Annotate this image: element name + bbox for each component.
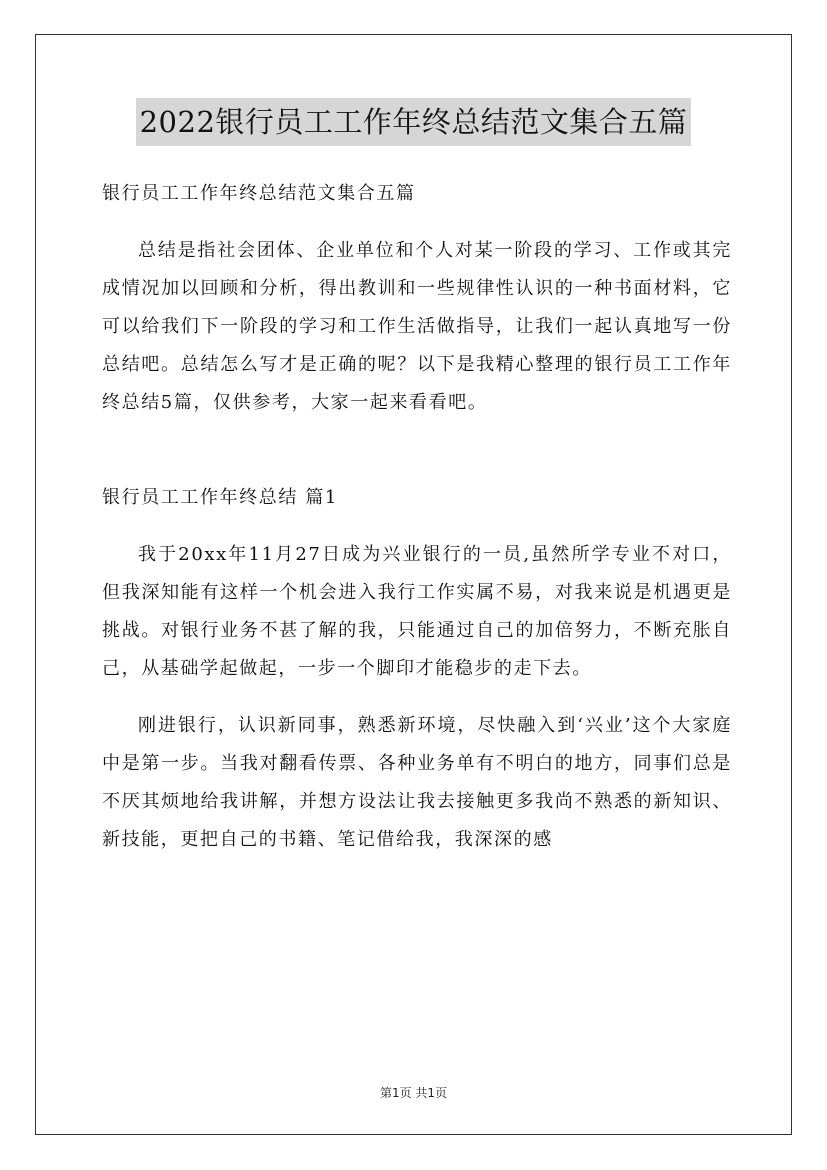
intro-paragraph: 总结是指社会团体、企业单位和个人对某一阶段的学习、工作或其完成情况加以回顾和分析，得出教训和一些规律性认识的一种书面材料，它可以给我们下一阶段的学习和工作生活做指导，让我们一起认真地写一份总结吧。总结怎么写才是正确的呢？以下是我精心整理的银行员工工作年终总结5篇，仅供参考，大家一起来看看吧。 — [102, 240, 732, 413]
page-footer: 第1页 共1页 — [379, 1086, 448, 1100]
document-title: 2022银行员工工作年终总结范文集合五篇 — [136, 98, 692, 146]
document-title-wrapper — [0, 98, 827, 146]
section-heading-1: 银行员工工作年终总结 篇1 — [102, 487, 338, 508]
section1-paragraph-1: 我于20xx年11月27日成为兴业银行的一员,虽然所学专业不对口，但我深知能有这样一个机会进入我行工作实属不易，对我来说是机遇更是挑战。对银行业务不甚了解的我，只能通过自己的加倍努力，不断充胀自己，从基础学起做起，一步一个脚印才能稳步的走下去。 — [102, 544, 732, 679]
document-subtitle: 银行员工工作年终总结范文集合五篇 — [102, 183, 416, 204]
section1-paragraph-2: 刚进银行，认识新同事，熟悉新环境，尽快融入到‘兴业’这个大家庭中是第一步。当我对翻看传票、各种业务单有不明白的地方，同事们总是不厌其烦地给我讲解，并想方设法让我去接触更多我尚不熟悉的新知识、新技能，更把自己的书籍、笔记借给我，我深深的感 — [102, 715, 732, 850]
document-body — [102, 175, 732, 859]
